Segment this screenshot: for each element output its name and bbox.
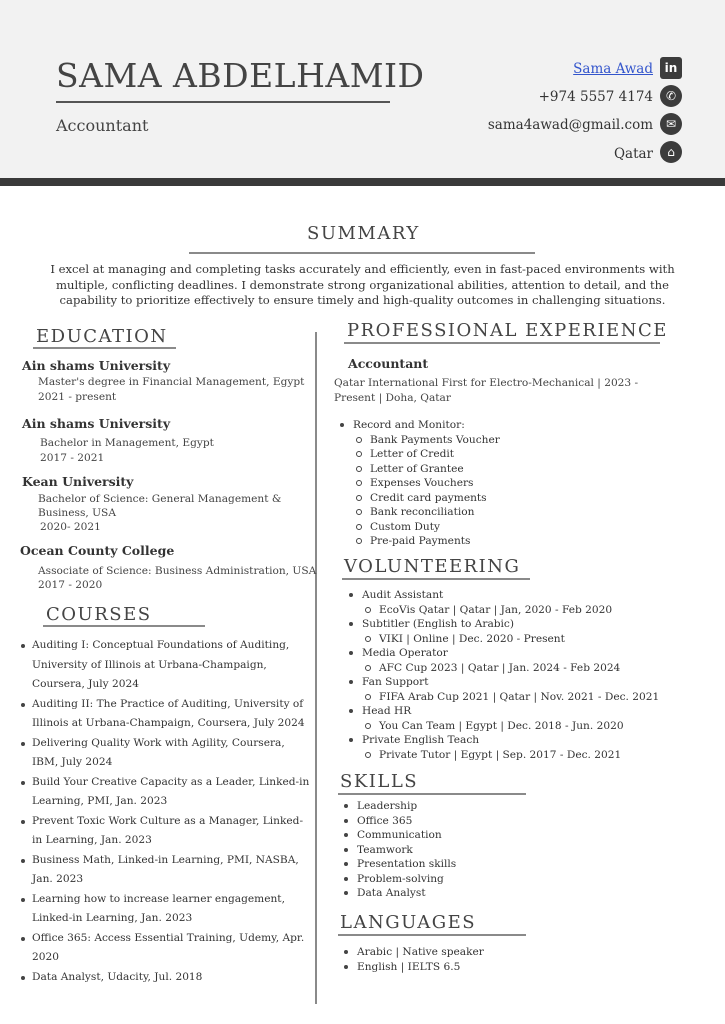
column-divider bbox=[315, 332, 317, 1004]
header-divider-bar bbox=[0, 178, 725, 186]
education-school: Ain shams University bbox=[22, 416, 171, 431]
skills-rule bbox=[338, 793, 526, 795]
list-item: Private English Teach bbox=[345, 733, 659, 748]
list-item: Bank Payments Voucher bbox=[336, 433, 500, 448]
list-item: Learning how to increase learner engagement, Linked-in Learning, Jan. 2023 bbox=[20, 890, 310, 929]
volunteering-title: VOLUNTEERING bbox=[344, 556, 521, 577]
volunteering-list bbox=[345, 588, 659, 762]
list-item: Prevent Toxic Work Culture as a Manager, Linked-in Learning, Jan. 2023 bbox=[20, 812, 310, 851]
email-address: sama4awad@gmail.com bbox=[487, 117, 653, 133]
experience-rule bbox=[344, 342, 660, 344]
list-item: Bank reconciliation bbox=[336, 505, 500, 520]
education-rule bbox=[33, 347, 176, 349]
name-underline bbox=[56, 101, 390, 103]
list-item: Auditing II: The Practice of Auditing, University of Illinois at Urbana-Champaign, Coursera, July 2024 bbox=[20, 695, 310, 734]
list-item: Business Math, Linked-in Learning, PMI, NASBA, Jan. 2023 bbox=[20, 851, 310, 890]
experience-title: PROFESSIONAL EXPERIENCE bbox=[347, 320, 668, 341]
job-title: Accountant bbox=[348, 356, 429, 371]
list-item: Custom Duty bbox=[336, 520, 500, 535]
candidate-role: Accountant bbox=[56, 116, 149, 135]
list-item: Teamwork bbox=[340, 843, 456, 858]
languages-title: LANGUAGES bbox=[340, 912, 477, 933]
education-years: 2017 - 2021 bbox=[40, 452, 105, 464]
courses-rule bbox=[43, 625, 205, 627]
education-years: 2020- 2021 bbox=[40, 521, 101, 533]
home-icon: ⌂ bbox=[660, 141, 682, 163]
list-item: VIKI | Online | Dec. 2020 - Present bbox=[345, 632, 659, 647]
list-item: Fan Support bbox=[345, 675, 659, 690]
list-item: English | IELTS 6.5 bbox=[340, 960, 484, 975]
list-item: Data Analyst bbox=[340, 886, 456, 901]
list-item: Build Your Creative Capacity as a Leader, Linked-in Learning, PMI, Jan. 2023 bbox=[20, 773, 310, 812]
location: Qatar bbox=[613, 146, 653, 162]
list-item: Head HR bbox=[345, 704, 659, 719]
list-item: EcoVis Qatar | Qatar | Jan, 2020 - Feb 2020 bbox=[345, 603, 659, 618]
list-item: Pre-paid Payments bbox=[336, 534, 500, 549]
list-item: Data Analyst, Udacity, Jul. 2018 bbox=[20, 968, 310, 988]
phone-icon: ✆ bbox=[660, 85, 682, 107]
list-item: Office 365: Access Essential Training, Udemy, Apr. 2020 bbox=[20, 929, 310, 968]
list-item: Record and Monitor: bbox=[336, 418, 500, 433]
education-degree: Associate of Science: Business Administration, USA bbox=[38, 565, 317, 577]
list-item: Presentation skills bbox=[340, 857, 456, 872]
list-item: Private Tutor | Egypt | Sep. 2017 - Dec. 2021 bbox=[345, 748, 659, 763]
education-degree: Bachelor in Management, Egypt bbox=[40, 437, 214, 449]
education-school: Kean University bbox=[22, 474, 134, 489]
list-item: Leadership bbox=[340, 799, 456, 814]
list-item: Office 365 bbox=[340, 814, 456, 829]
list-item: Letter of Credit bbox=[336, 447, 500, 462]
courses-list bbox=[20, 636, 310, 987]
list-item: Delivering Quality Work with Agility, Coursera, IBM, July 2024 bbox=[20, 734, 310, 773]
list-item: FIFA Arab Cup 2021 | Qatar | Nov. 2021 - Dec. 2021 bbox=[345, 690, 659, 705]
list-item: Subtitler (English to Arabic) bbox=[345, 617, 659, 632]
list-item: Credit card payments bbox=[336, 491, 500, 506]
list-item: Media Operator bbox=[345, 646, 659, 661]
languages-rule bbox=[338, 934, 526, 936]
summary-rule bbox=[189, 252, 535, 254]
languages-list bbox=[340, 945, 484, 974]
skills-title: SKILLS bbox=[340, 771, 419, 792]
list-item: Letter of Grantee bbox=[336, 462, 500, 477]
list-item: Problem-solving bbox=[340, 872, 456, 887]
education-degree: Bachelor of Science: General Management & bbox=[38, 493, 282, 505]
list-item: Auditing I: Conceptual Foundations of Auditing, University of Illinois at Urbana-Champaign, Coursera, July 2024 bbox=[20, 636, 310, 695]
list-item: Expenses Vouchers bbox=[336, 476, 500, 491]
linkedin-icon[interactable]: in bbox=[660, 57, 682, 79]
list-item: Communication bbox=[340, 828, 456, 843]
courses-title: COURSES bbox=[46, 604, 152, 625]
education-years: 2017 - 2020 bbox=[38, 579, 103, 591]
summary-title: SUMMARY bbox=[307, 223, 420, 244]
education-years: 2021 - present bbox=[38, 391, 117, 403]
linkedin-link[interactable]: Sama Awad bbox=[573, 61, 653, 77]
list-item: Arabic | Native speaker bbox=[340, 945, 484, 960]
education-school: Ain shams University bbox=[22, 358, 171, 373]
volunteering-rule bbox=[342, 578, 530, 580]
list-item: Audit Assistant bbox=[345, 588, 659, 603]
list-item: You Can Team | Egypt | Dec. 2018 - Jun. 2020 bbox=[345, 719, 659, 734]
candidate-name: SAMA ABDELHAMID bbox=[56, 56, 425, 95]
phone-number: +974 5557 4174 bbox=[538, 89, 653, 105]
list-item: AFC Cup 2023 | Qatar | Jan. 2024 - Feb 2024 bbox=[345, 661, 659, 676]
education-title: EDUCATION bbox=[36, 326, 168, 347]
education-degree-cont: Business, USA bbox=[38, 507, 116, 519]
job-company: Qatar International First for Electro-Mechanical | 2023 - Present | Doha, Qatar bbox=[334, 377, 639, 404]
education-degree: Master's degree in Financial Management, Egypt bbox=[38, 376, 305, 388]
skills-list bbox=[340, 799, 456, 901]
summary-text: I excel at managing and completing tasks accurately and efficiently, even in fast-paced environments with multiple, conflicting deadlines. I demonstrate strong organizational abilities, attention to detail, and the capability to prioritize effectively to ensure timely and high-quality outcomes in challenging situations. bbox=[50, 262, 675, 307]
mail-icon: ✉ bbox=[660, 113, 682, 135]
education-school: Ocean County College bbox=[20, 543, 175, 558]
experience-list bbox=[336, 418, 500, 549]
